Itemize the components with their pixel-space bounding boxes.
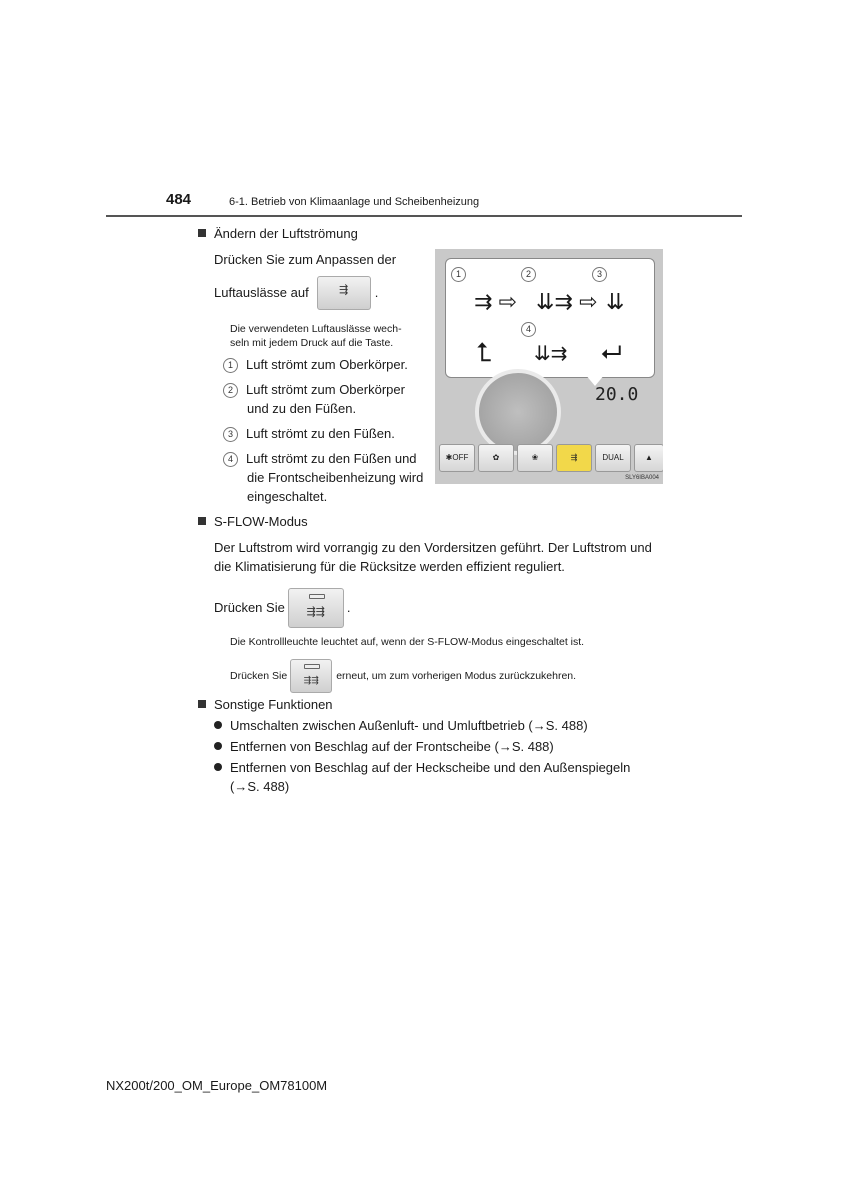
list-item-text-cont: eingeschaltet. xyxy=(247,489,328,504)
feet-airflow-icon: ⇊ xyxy=(606,289,625,314)
heading-text: Sonstige Funktionen xyxy=(214,697,333,712)
airflow-period: . xyxy=(374,285,379,300)
bullet-item xyxy=(214,758,658,796)
header-rule xyxy=(106,215,742,217)
control-button-row xyxy=(439,444,663,472)
temperature-display: 20.0 xyxy=(595,384,639,405)
temperature-knob xyxy=(475,369,561,455)
press-again-text: Drücken Sie xyxy=(230,669,288,682)
chapter-title: 6-1. Betrieb von Klimaanlage und Scheibenheizung xyxy=(229,196,480,208)
bullet-item xyxy=(214,716,588,735)
sflow-icon: ⇶⇶ xyxy=(306,606,326,618)
list-item xyxy=(223,424,395,443)
dual-button: DUAL xyxy=(595,444,631,472)
list-item-text: Luft strömt zu den Füßen und xyxy=(246,451,417,466)
again-text: erneut, um zum vorherigen Modus zurückzukehren. xyxy=(336,669,577,682)
list-item xyxy=(223,449,423,506)
airflow-line2 xyxy=(214,276,378,310)
list-item xyxy=(223,380,405,418)
bullet-text: Entfernen von Beschlag auf der Frontscheibe (→S. 488) xyxy=(230,739,554,754)
sflow-press-again-line xyxy=(230,659,576,693)
airflow-note-line1: Die verwendeten Luftauslässe wech- xyxy=(230,323,402,335)
list-item-text-cont: die Frontscheibenheizung wird xyxy=(247,470,424,485)
sflow-note: Die Kontrollleuchte leuchtet auf, wenn der S-FLOW-Modus eingeschaltet ist. xyxy=(230,636,585,648)
list-item-text: Luft strömt zu den Füßen. xyxy=(246,426,395,441)
bullet-text-cont: (→S. 488) xyxy=(230,779,290,794)
list-item xyxy=(223,355,408,374)
indicator-light xyxy=(309,594,325,599)
airflow-mode-button: ⇶ xyxy=(556,444,592,472)
square-bullet-icon xyxy=(198,229,206,237)
sflow-press-line xyxy=(214,588,350,628)
press-period: . xyxy=(346,600,351,615)
list-item-text: Luft strömt zum Oberkörper xyxy=(246,382,405,397)
airflow-mode-button-image xyxy=(317,276,371,310)
bullet-icon xyxy=(214,721,222,729)
section-heading-airflow xyxy=(198,226,358,241)
airflow-mode-callout xyxy=(445,258,655,378)
page-number: 484 xyxy=(166,191,192,208)
fan-off-button: ✱OFF xyxy=(439,444,475,472)
airflow-note-line2: seln mit jedem Druck auf die Taste. xyxy=(230,337,394,349)
heading-text: S-FLOW-Modus xyxy=(214,514,308,529)
number-circle-icon: 2 xyxy=(521,267,536,282)
press-text: Drücken Sie xyxy=(214,600,285,615)
sflow-button-image xyxy=(288,588,344,628)
return-arrow-left-icon: ⮤ xyxy=(476,337,492,367)
number-circle-icon: 3 xyxy=(592,267,607,282)
fan-up-button: ❀ xyxy=(517,444,553,472)
number-circle-icon: 3 xyxy=(223,427,238,442)
up-button: ▲ xyxy=(634,444,663,472)
list-item-text-cont: und zu den Füßen. xyxy=(247,401,357,416)
list-item-text: Luft strömt zum Oberkörper. xyxy=(246,357,408,372)
airflow-line1: Drücken Sie zum Anpassen der xyxy=(214,252,397,267)
square-bullet-icon xyxy=(198,700,206,708)
face-airflow-icon: ⇉ ⇨ xyxy=(474,289,517,314)
number-circle-icon: 1 xyxy=(223,358,238,373)
section-heading-other xyxy=(198,697,333,712)
bullet-text: Entfernen von Beschlag auf der Heckscheibe und den Außenspiegeln xyxy=(230,760,631,775)
footer-model-code: NX200t/200_OM_Europe_OM78100M xyxy=(106,1078,328,1093)
face-feet-airflow-icon: ⇊⇉ ⇨ xyxy=(536,289,598,314)
square-bullet-icon xyxy=(198,517,206,525)
bullet-icon xyxy=(214,742,222,750)
bullet-text: Umschalten zwischen Außenluft- und Umluftbetrieb (→S. 488) xyxy=(230,718,588,733)
bullet-icon xyxy=(214,763,222,771)
sflow-para-line1: Der Luftstrom wird vorrangig zu den Vordersitzen geführt. Der Luftstrom und xyxy=(214,540,652,555)
sflow-icon: ⇶⇶ xyxy=(303,675,319,685)
number-circle-icon: 4 xyxy=(521,322,536,337)
climate-panel-illustration xyxy=(435,249,663,484)
indicator-light xyxy=(304,664,320,669)
heading-text: Ändern der Luftströmung xyxy=(214,226,358,241)
airflow-line2-text: Luftauslässe auf xyxy=(214,285,309,300)
number-circle-icon: 1 xyxy=(451,267,466,282)
feet-defrost-airflow-icon: ⇊⇉ xyxy=(534,343,568,365)
airflow-mode-icon: ⇶ xyxy=(339,284,349,296)
bullet-item xyxy=(214,737,554,756)
number-circle-icon: 2 xyxy=(223,383,238,398)
sflow-button-image-small xyxy=(290,659,332,693)
number-circle-icon: 4 xyxy=(223,452,238,467)
return-arrow-right-icon: ⮠ xyxy=(601,337,622,367)
section-heading-sflow xyxy=(198,514,308,529)
fan-down-button: ✿ xyxy=(478,444,514,472)
illustration-code: SLY6IBA004 xyxy=(625,475,659,481)
sflow-para-line2: die Klimatisierung für die Rücksitze werden effizient reguliert. xyxy=(214,559,565,574)
